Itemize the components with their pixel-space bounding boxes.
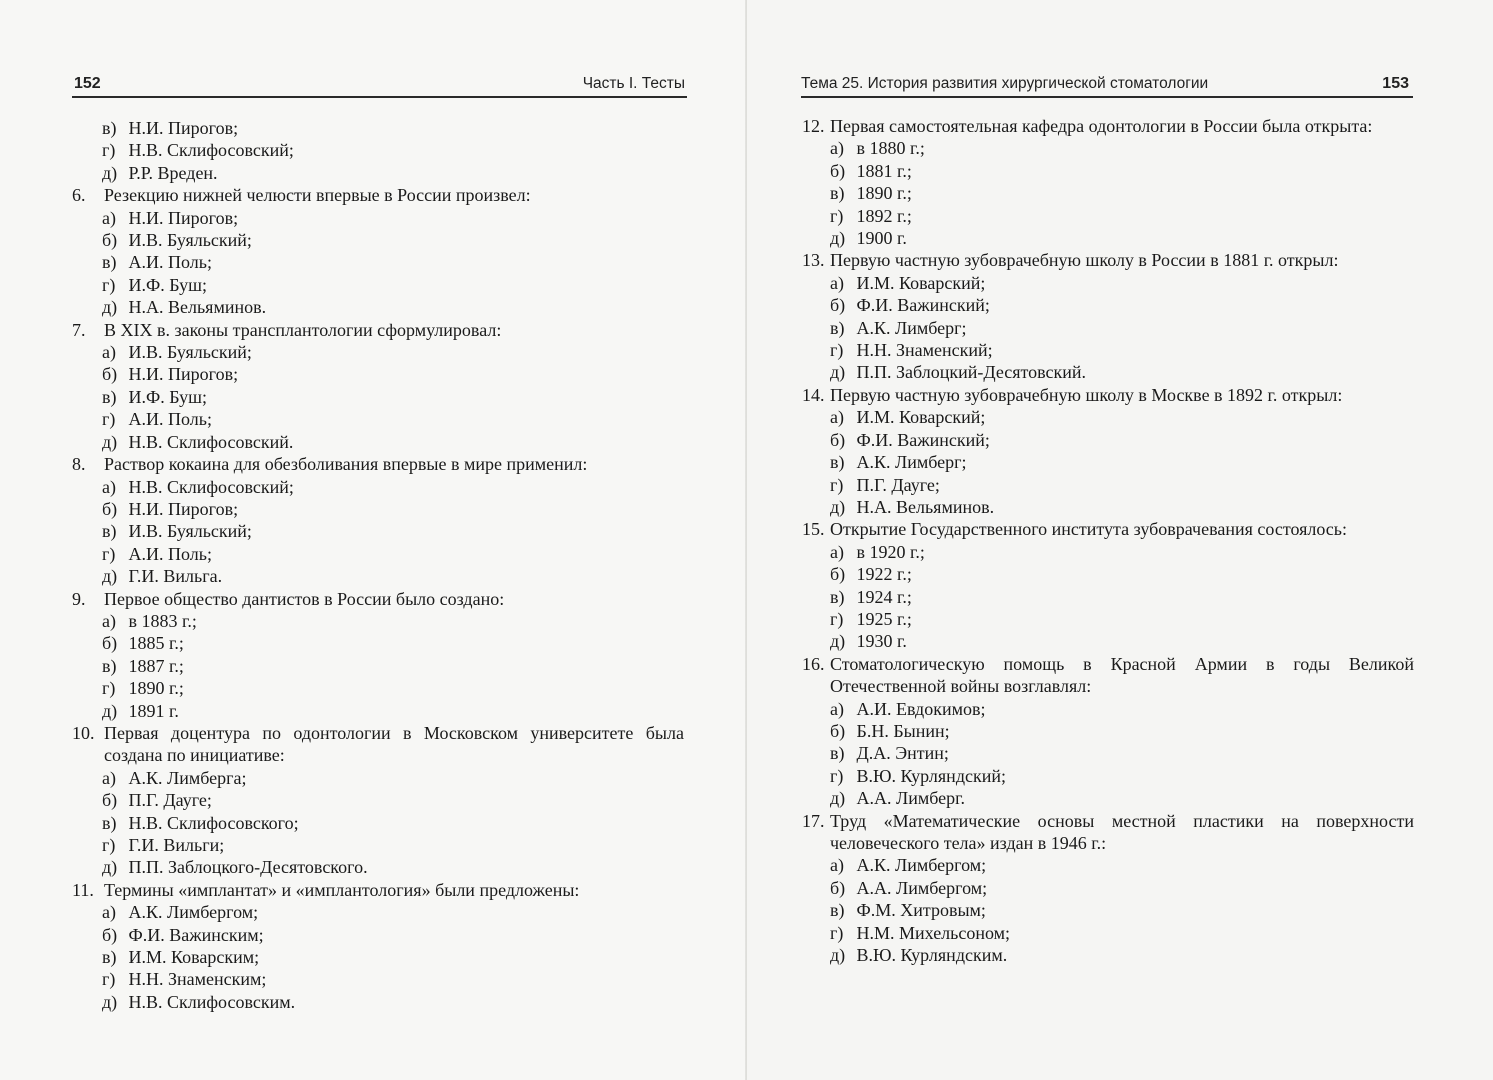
answer-option [72,767,684,789]
answer-option [72,991,684,1013]
answer-option [72,700,684,722]
option-letter: г) [102,969,116,990]
question-number: 9. [72,588,86,609]
option-text: П.П. Заблоцкий-Десятовский. [856,362,1087,383]
option-text: П.Г. Дауге; [128,790,212,811]
answer-option [72,946,684,968]
answer-option [802,429,1414,451]
answer-option [72,363,684,385]
option-letter: а) [830,138,844,159]
option-text: 1890 г.; [128,678,184,699]
answer-option [72,677,684,699]
question-stem [72,319,684,341]
option-text: Н.И. Пирогов; [128,207,239,228]
option-text: 1900 г. [856,228,907,249]
answer-options [72,476,684,588]
answer-option [72,968,684,990]
answer-option [802,227,1414,249]
question-item [802,518,1414,652]
option-text: И.М. Коварский; [856,272,986,293]
option-text: И.М. Коварским; [128,947,260,968]
answer-option [72,162,684,184]
option-letter: г) [102,140,116,161]
option-text: 1925 г.; [856,608,912,629]
answer-option [802,272,1414,294]
option-text: П.Г. Дауге; [856,474,940,495]
option-text: Н.В. Склифосовский; [128,476,294,497]
question-number: 8. [72,454,86,475]
answer-options [802,272,1414,384]
left-page-header [72,74,687,96]
question-stem [802,518,1414,540]
answer-option [802,698,1414,720]
answer-option [802,563,1414,585]
option-text: Н.В. Склифосовский. [128,431,294,452]
option-letter: а) [830,272,844,293]
left-question-list [72,184,684,1013]
answer-options [802,406,1414,518]
option-text: 1922 г.; [856,564,912,585]
question-number: 17. [802,810,825,831]
answer-option [72,296,684,318]
option-text: А.К. Лимбергом; [128,902,259,923]
option-text: 1924 г.; [856,586,912,607]
option-text: Н.В. Склифосовским. [128,991,296,1012]
option-text: Н.М. Михельсоном; [856,922,1011,943]
answer-option [802,608,1414,630]
option-letter: д) [102,297,118,318]
question-text: Стоматологическую помощь в Красной Армии в годы Великой Отечественной войны возглавлял: [830,653,1414,697]
option-letter: в) [830,183,845,204]
answer-option [802,765,1414,787]
question-text: Первая самостоятельная кафедра одонтологии в России была открыта: [830,116,1373,136]
right-running-title: Тема 25. История развития хирургической стоматологии [801,75,1209,92]
option-text: Б.Н. Бынин; [856,720,950,741]
answer-option [802,160,1414,182]
answer-options [802,137,1414,249]
question-text: Первое общество дантистов в России было создано: [104,588,505,609]
option-letter: д) [830,496,846,517]
option-letter: а) [102,342,116,363]
answer-option [802,451,1414,473]
option-letter: в) [830,743,845,764]
question-number: 6. [72,185,86,206]
header-rule [801,96,1413,98]
question-stem [802,653,1414,698]
answer-option [802,361,1414,383]
option-letter: г) [102,543,116,564]
answer-option [802,406,1414,428]
question-text: Резекцию нижней челюсти впервые в России произвел: [104,185,531,206]
option-text: 1930 г. [856,631,907,652]
answer-option [802,854,1414,876]
answer-option [802,586,1414,608]
option-letter: в) [102,947,117,968]
option-text: И.Ф. Буш; [128,274,207,295]
question-text: Раствор кокаина для обезболивания впервые в мире применил: [104,454,588,475]
right-page-content [802,115,1414,966]
question-item [72,722,684,879]
answer-option [72,901,684,923]
option-text: Н.И. Пирогов; [128,498,239,519]
right-page [747,0,1493,1080]
answer-option [802,294,1414,316]
option-letter: б) [830,720,846,741]
question-stem [802,115,1414,137]
question-item [802,653,1414,810]
answer-option [802,877,1414,899]
option-text: 1887 г.; [128,655,184,676]
option-letter: в) [102,118,117,138]
option-letter: г) [102,274,116,295]
answer-option [72,386,684,408]
option-text: Н.И. Пирогов; [128,118,239,138]
option-text: А.И. Поль; [128,543,212,564]
answer-option [802,205,1414,227]
answer-options [72,610,684,722]
continued-options [72,117,684,184]
answer-option [802,474,1414,496]
option-letter: д) [830,362,846,383]
answer-option [72,117,684,139]
answer-options [802,854,1414,966]
question-item [802,810,1414,967]
option-letter: г) [830,608,844,629]
question-number: 16. [802,653,825,674]
question-stem [72,588,684,610]
answer-option [72,543,684,565]
option-letter: а) [102,207,116,228]
answer-option [802,137,1414,159]
option-letter: а) [830,407,844,428]
option-letter: в) [830,586,845,607]
option-letter: д) [102,431,118,452]
option-letter: б) [830,877,846,898]
option-text: Н.В. Склифосовский; [128,140,294,161]
answer-options [802,698,1414,810]
answer-option [72,251,684,273]
option-text: И.М. Коварский; [856,407,986,428]
header-rule [72,96,687,98]
question-stem [72,879,684,901]
option-letter: а) [102,767,116,788]
option-letter: б) [830,564,846,585]
right-page-number: 153 [1382,75,1409,92]
answer-option [802,182,1414,204]
answer-option [72,924,684,946]
question-text: В XIX в. законы трансплантологии сформулировал: [104,319,502,340]
option-letter: в) [830,452,845,473]
option-letter: б) [830,160,846,181]
option-text: А.И. Поль; [128,252,212,273]
question-text: Первая доцентура по одонтологии в Московском университете была создана по инициативе: [104,722,684,766]
answer-option [802,630,1414,652]
option-text: Н.И. Пирогов; [128,364,239,385]
option-text: Н.В. Склифосовского; [128,812,299,833]
option-text: А.А. Лимбергом; [856,877,988,898]
answer-option [72,431,684,453]
answer-option [802,922,1414,944]
answer-option [72,341,684,363]
answer-options [72,901,684,1013]
option-text: А.А. Лимберг. [856,788,965,809]
option-text: Ф.И. Важинский; [856,429,990,450]
option-letter: а) [830,855,844,876]
option-text: Р.Р. Вреден. [128,162,218,183]
answer-option [72,789,684,811]
option-letter: д) [830,788,846,809]
option-text: 1890 г.; [856,183,912,204]
option-letter: г) [830,474,844,495]
option-text: 1881 г.; [856,160,912,181]
option-text: Ф.И. Важинский; [856,295,990,316]
answer-option [802,496,1414,518]
option-text: И.В. Буяльский; [128,230,252,251]
left-page-number: 152 [74,75,101,92]
option-text: А.К. Лимберга; [128,767,247,788]
answer-option [802,787,1414,809]
option-letter: д) [102,566,118,587]
option-text: Д.А. Энтин; [856,743,949,764]
option-text: Н.А. Вельяминов. [856,496,995,517]
option-text: 1892 г.; [856,205,912,226]
question-item [72,184,684,318]
option-letter: б) [102,230,118,251]
left-running-title: Часть I. Тесты [582,75,685,92]
answer-option [72,834,684,856]
answer-option [72,139,684,161]
option-letter: д) [830,228,846,249]
answer-options [802,541,1414,653]
question-item [72,879,684,1013]
question-number: 7. [72,319,86,340]
question-number: 10. [72,722,95,743]
option-text: Г.И. Вильга. [128,566,223,587]
option-letter: в) [102,655,117,676]
option-letter: г) [830,765,844,786]
answer-option [72,498,684,520]
option-text: И.В. Буяльский; [128,521,252,542]
answer-option [72,229,684,251]
answer-option [72,655,684,677]
option-text: 1891 г. [128,700,179,721]
answer-option [72,632,684,654]
option-letter: г) [830,922,844,943]
question-number: 12. [802,116,825,136]
option-text: В.Ю. Курляндский; [856,765,1006,786]
question-item [802,384,1414,518]
question-item [802,249,1414,383]
right-question-list [802,115,1414,966]
answer-option [72,274,684,296]
answer-option [72,565,684,587]
question-number: 11. [72,879,94,900]
answer-option [802,541,1414,563]
option-letter: д) [102,162,118,183]
option-text: в 1920 г.; [856,541,925,562]
option-letter: б) [102,633,118,654]
option-text: Н.Н. Знаменский; [856,340,993,361]
option-letter: в) [830,900,845,921]
option-text: Г.И. Вильги; [128,835,225,855]
question-text: Труд «Математические основы местной пластики на поверхности человеческого тела» издан в 1946 г.: [830,810,1414,853]
question-stem [72,453,684,475]
option-letter: д) [102,700,118,721]
question-item [72,588,684,722]
answer-option [72,476,684,498]
option-text: И.Ф. Буш; [128,386,207,407]
left-page-content [72,117,684,1013]
answer-option [72,856,684,878]
question-text: Открытие Государственного института зубоврачевания состоялось: [830,519,1348,540]
question-item [72,453,684,587]
answer-option [802,720,1414,742]
option-letter: б) [102,498,118,519]
question-text: Первую частную зубоврачебную школу в России в 1881 г. открыл: [830,250,1339,271]
answer-option [72,812,684,834]
option-text: А.К. Лимберг; [856,452,967,473]
question-text: Термины «имплантат» и «имплантология» были предложены: [104,879,580,900]
option-text: в 1880 г.; [856,138,925,159]
right-page-header [801,74,1413,96]
question-stem [802,810,1414,855]
option-text: 1885 г.; [128,633,184,654]
option-text: А.И. Евдокимов; [856,698,986,719]
option-text: И.В. Буяльский; [128,342,252,363]
option-letter: д) [102,991,118,1012]
option-text: в 1883 г.; [128,610,197,631]
option-letter: д) [830,631,846,652]
option-letter: в) [102,252,117,273]
answer-option [802,317,1414,339]
question-stem [802,249,1414,271]
question-text: Первую частную зубоврачебную школу в Москве в 1892 г. открыл: [830,384,1343,405]
answer-option [72,408,684,430]
question-number: 15. [802,519,825,540]
option-letter: в) [830,317,845,338]
answer-options [72,207,684,319]
option-text: А.К. Лимбергом; [856,855,987,876]
question-number: 14. [802,384,825,405]
option-letter: а) [102,476,116,497]
option-letter: а) [830,541,844,562]
left-page [0,0,746,1080]
answer-option [802,899,1414,921]
option-text: Н.Н. Знаменским; [128,969,267,990]
option-text: В.Ю. Курляндским. [856,945,1008,966]
option-text: П.П. Заблоцкого-Десятовского. [128,857,368,878]
option-letter: а) [102,902,116,923]
option-letter: а) [830,698,844,719]
option-text: А.К. Лимберг; [856,317,967,338]
option-text: Ф.И. Важинским; [128,924,264,945]
answer-options [72,341,684,453]
option-letter: г) [830,205,844,226]
answer-option [802,944,1414,966]
option-letter: г) [102,678,116,699]
option-letter: б) [830,429,846,450]
question-stem [72,722,684,767]
option-text: Н.А. Вельяминов. [128,297,267,318]
option-text: А.И. Поль; [128,409,212,430]
option-letter: б) [830,295,846,316]
option-letter: б) [102,924,118,945]
answer-options [72,767,684,879]
option-letter: г) [102,409,116,430]
option-letter: в) [102,521,117,542]
option-letter: д) [830,945,846,966]
option-text: Ф.М. Хитровым; [856,900,986,921]
option-letter: в) [102,812,117,833]
option-letter: г) [102,835,116,855]
question-item [802,115,1414,249]
question-stem [802,384,1414,406]
question-number: 13. [802,250,825,271]
answer-option [72,520,684,542]
option-letter: б) [102,790,118,811]
option-letter: б) [102,364,118,385]
option-letter: в) [102,386,117,407]
option-letter: а) [102,610,116,631]
option-letter: г) [830,340,844,361]
answer-option [72,610,684,632]
option-letter: д) [102,857,118,878]
question-item [72,319,684,453]
answer-option [802,339,1414,361]
answer-option [802,742,1414,764]
answer-option [72,207,684,229]
question-stem [72,184,684,206]
